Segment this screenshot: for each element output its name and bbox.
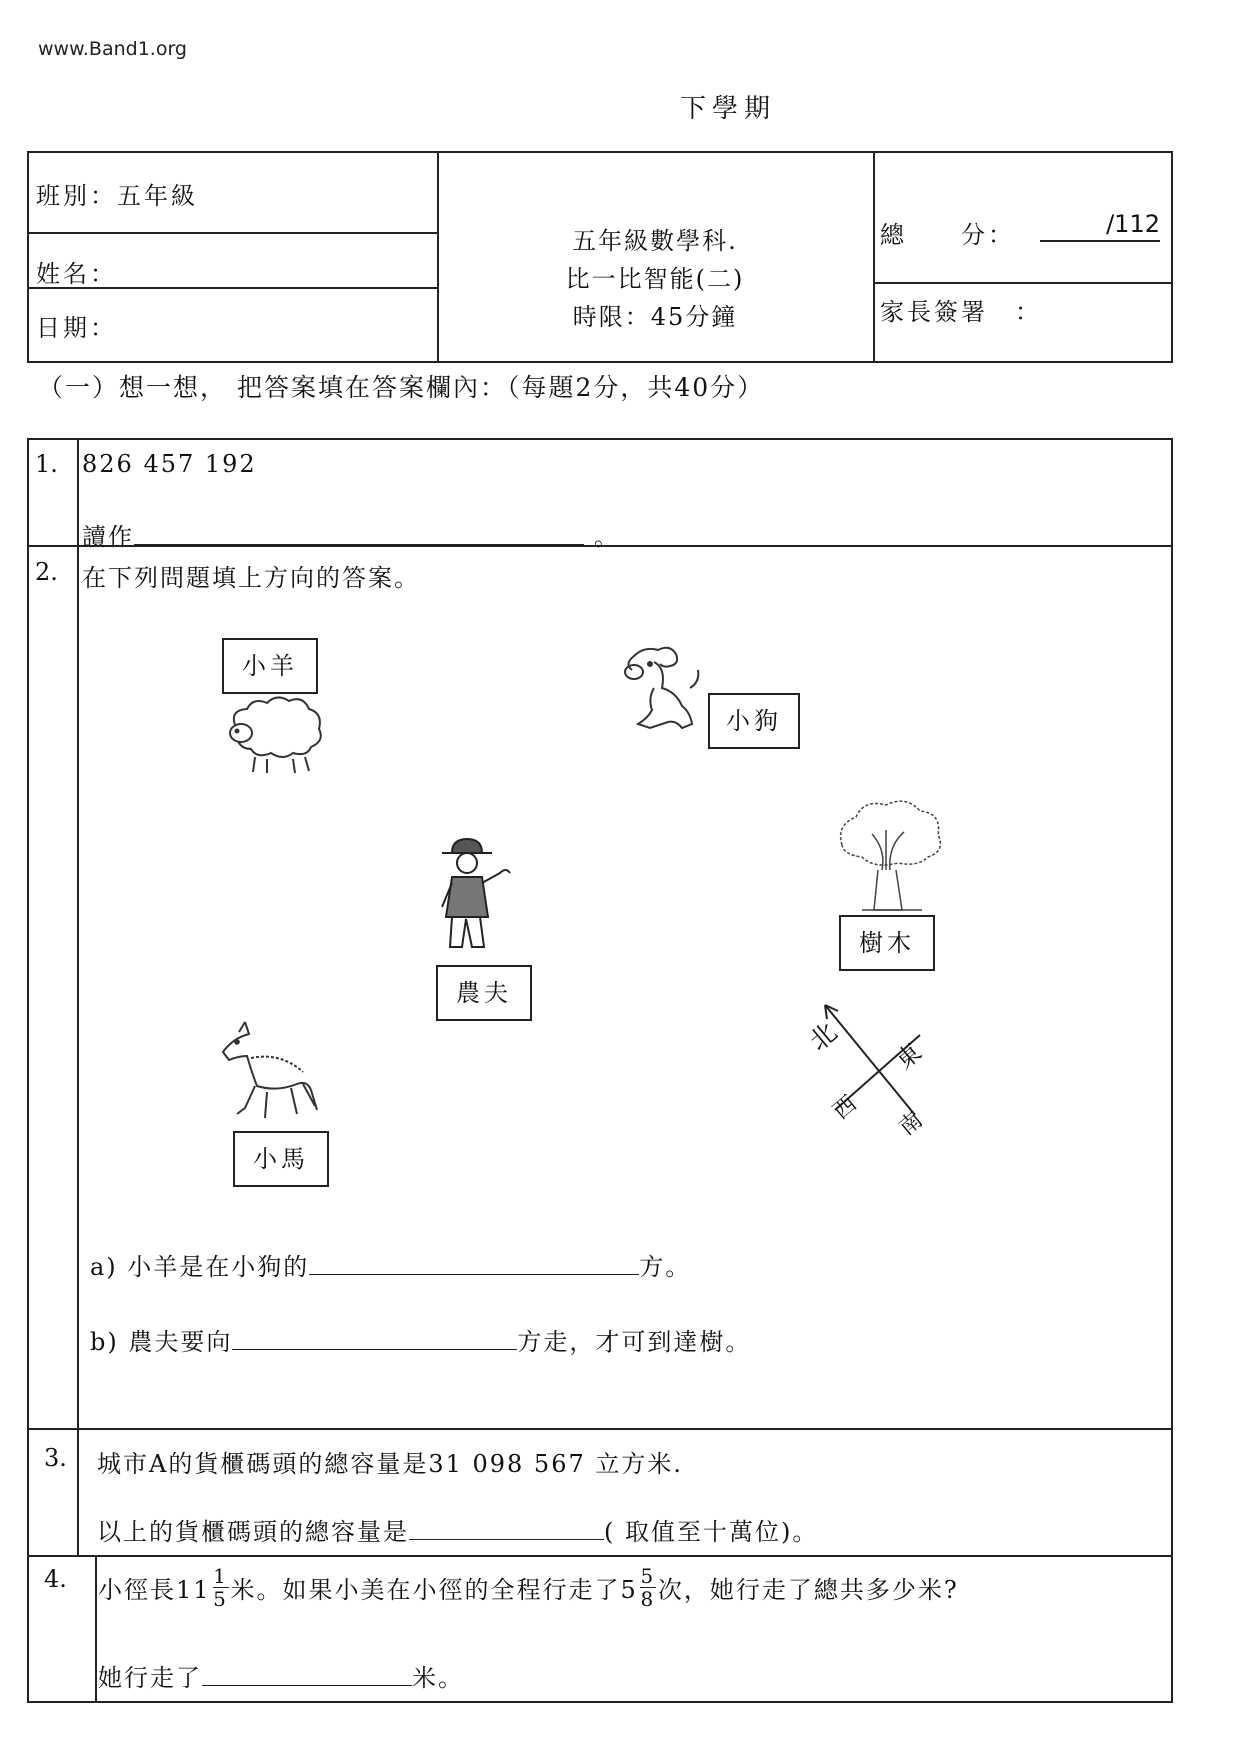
question-number: 1. [35, 450, 58, 478]
watermark: www.Band1.org [38, 38, 187, 60]
number-column-line [95, 1555, 97, 1703]
row-divider [27, 1555, 1173, 1557]
question-number: 2. [35, 558, 58, 586]
q2a-line [90, 1247, 691, 1282]
q2a-prefix: a) 小羊是在小狗的 [90, 1253, 310, 1281]
semester-title: 下學期 [680, 94, 777, 124]
fraction-denominator: 5 [213, 1587, 228, 1611]
compass-east: 東 [890, 1037, 927, 1075]
total-score-field[interactable]: /112 [1040, 210, 1160, 242]
q2b-suffix: 方走，才可到達樹。 [517, 1328, 752, 1356]
q2b-prefix: b) 農夫要向 [90, 1328, 233, 1356]
q1-prompt: 讀作 [82, 523, 134, 551]
section-title: （一）想一想， 把答案填在答案欄內：（每題2分，共40分） [38, 373, 765, 402]
q4-answer-line [98, 1658, 464, 1693]
q4-text: 次，她行走了總共多少米? [657, 1576, 959, 1604]
q3-prefix: 以上的貨櫃碼頭的總容量是 [97, 1518, 409, 1546]
header-divider [437, 151, 439, 363]
q4-question [98, 1565, 959, 1610]
name-field[interactable]: 姓名： [36, 260, 117, 288]
q3-suffix: ( 取值至十萬位)。 [604, 1518, 819, 1546]
q4-ans-prefix: 她行走了 [98, 1664, 202, 1692]
q1-answer-blank[interactable] [134, 522, 584, 545]
dog-icon [620, 640, 705, 735]
label-farmer: 農夫 [436, 965, 532, 1021]
total-score-label: 總 分： [880, 221, 1015, 249]
q3-line2 [97, 1512, 818, 1547]
q2-prompt: 在下列問題填上方向的答案。 [82, 564, 420, 592]
compass-south: 南 [894, 1107, 928, 1141]
horse-icon [215, 1018, 330, 1128]
title-line: 五年級數學科. [572, 227, 738, 255]
title-line: 比一比智能(二) [565, 265, 745, 293]
row-divider [27, 1428, 1173, 1430]
q3-line1: 城市A的貨櫃碼頭的總容量是31 098 567 立方米. [97, 1450, 684, 1478]
title-line: 時限：45分鐘 [572, 303, 738, 331]
question-number: 4. [44, 1565, 67, 1593]
date-field[interactable]: 日期： [36, 314, 117, 342]
q2b-line [90, 1322, 751, 1357]
q4-text: 小徑長11 [98, 1576, 211, 1604]
farmer-icon [432, 835, 522, 955]
label-tree: 樹木 [839, 915, 935, 971]
fraction-denominator: 8 [640, 1587, 656, 1611]
sheep-icon [215, 695, 330, 775]
fraction [213, 1565, 229, 1610]
q4-answer-blank[interactable] [202, 1663, 412, 1686]
label-horse: 小馬 [233, 1131, 329, 1187]
compass-north: 北 [804, 1017, 844, 1058]
fraction [640, 1565, 656, 1610]
q4-ans-suffix: 米。 [412, 1664, 464, 1692]
label-dog: 小狗 [708, 693, 800, 749]
compass-west: 西 [828, 1091, 862, 1125]
q2a-suffix: 方。 [639, 1253, 692, 1281]
header-divider [873, 282, 1173, 284]
tree-icon [832, 800, 947, 915]
q1-end: 。 [594, 523, 620, 551]
header-divider [873, 151, 875, 363]
compass-rose [795, 985, 945, 1141]
parent-signature-label[interactable]: 家長簽署 ： [880, 298, 1042, 326]
number-column-line [77, 438, 79, 1555]
fraction-numerator: 1 [213, 1564, 228, 1588]
label-sheep: 小羊 [222, 638, 318, 694]
q1-answer-line [82, 517, 620, 552]
q3-answer-blank[interactable] [409, 1517, 604, 1540]
question-number: 3. [44, 1444, 67, 1472]
q4-text: 米。如果小美在小徑的全程行走了5 [230, 1576, 638, 1604]
class-field: 班別：五年級 [36, 182, 198, 210]
exam-title [440, 222, 870, 336]
fraction-numerator: 5 [640, 1564, 656, 1588]
header-divider [27, 232, 438, 234]
q2b-answer-blank[interactable] [232, 1327, 517, 1350]
q2a-answer-blank[interactable] [309, 1252, 639, 1275]
q1-number: 826 457 192 [82, 450, 257, 478]
